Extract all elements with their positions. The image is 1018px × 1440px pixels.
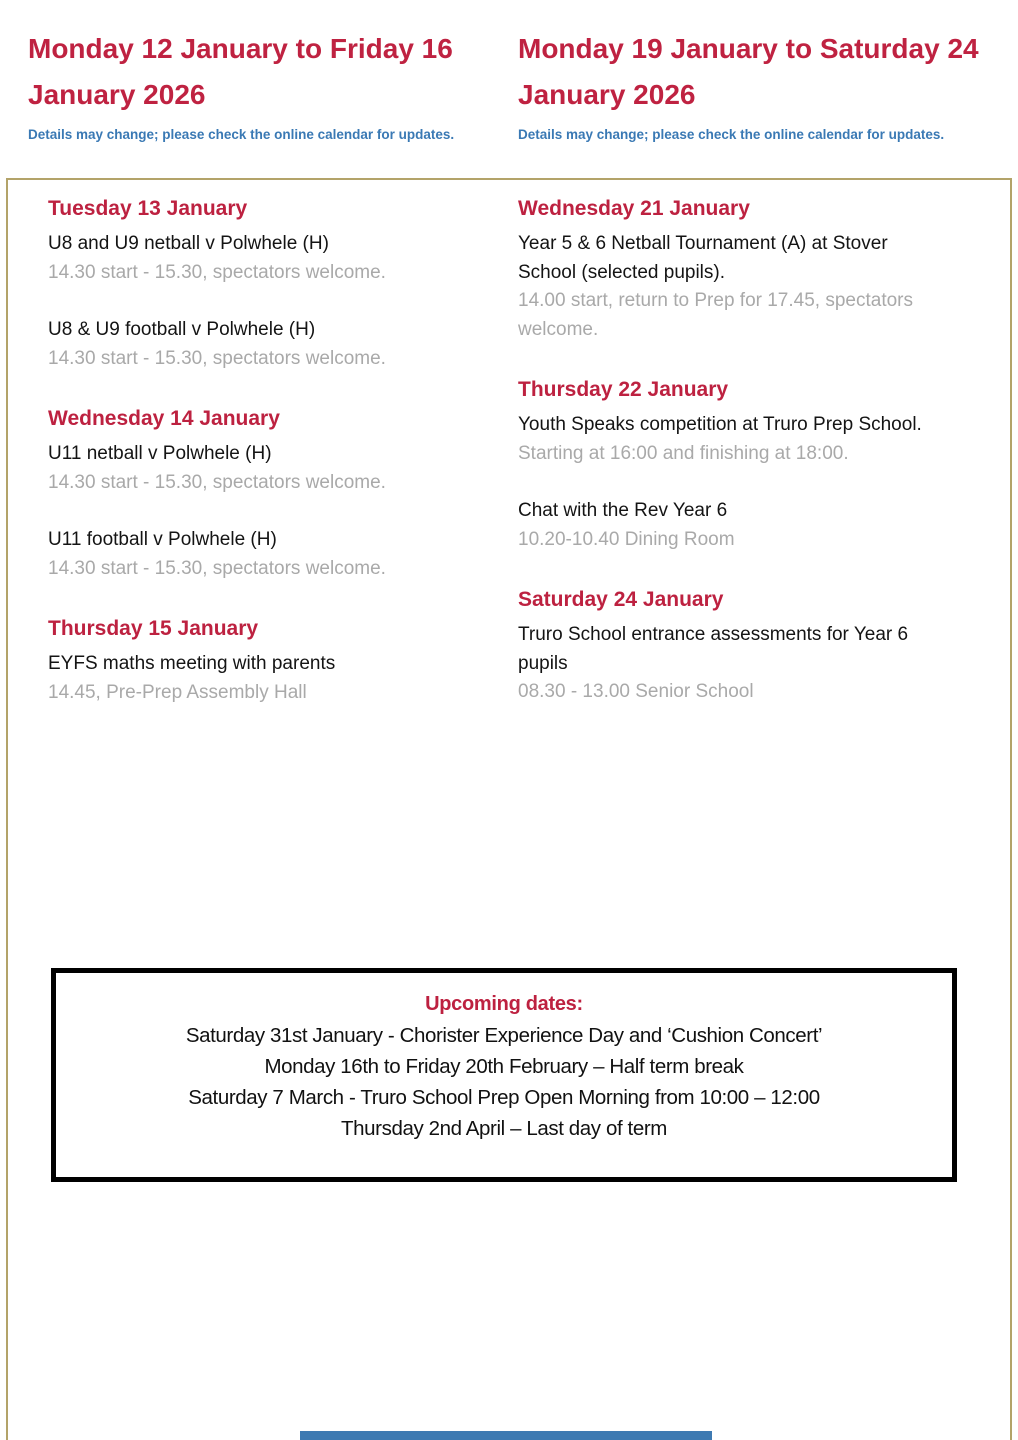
event-detail: 10.20-10.40 Dining Room [518,528,735,550]
upcoming-dates-box [51,968,957,1182]
week-title-left: Monday 12 January to Friday 16 January 2026 [28,33,453,110]
calendar-note-right: Details may change; please check the online calendar for updates. [518,127,945,142]
event-detail: Starting at 16:00 and finishing at 18:00. [518,442,849,464]
event-item [518,621,950,707]
event-detail: 14.30 start - 15.30, spectators welcome. [48,261,386,283]
day-group [518,194,950,344]
event-title: Youth Speaks competition at Truro Prep School. [518,414,922,435]
event-title: U11 netball v Polwhele (H) [48,443,272,464]
day-heading: Tuesday 13 January [48,197,248,220]
footer-bar [300,1431,712,1440]
day-group [48,614,518,707]
event-title: Chat with the Rev Year 6 [518,500,728,521]
week-headers [28,26,998,143]
upcoming-date-item: Saturday 7 March - Truro School Prep Open Morning from 10:00 – 12:00 [188,1086,820,1109]
event-detail: 14.30 start - 15.30, spectators welcome. [48,347,386,369]
event-title: U11 football v Polwhele (H) [48,529,277,550]
event-detail: 14.30 start - 15.30, spectators welcome. [48,471,386,493]
event-item [48,526,518,583]
event-title: Year 5 & 6 Netball Tournament (A) at Stover School (selected pupils). [518,233,888,283]
event-item [48,440,518,497]
event-item [518,411,950,468]
upcoming-date-item: Thursday 2nd April – Last day of term [341,1117,667,1140]
event-item [48,230,518,287]
event-title: EYFS maths meeting with parents [48,653,336,674]
calendar-note-left: Details may change; please check the online calendar for updates. [28,127,455,142]
event-item [48,650,518,707]
event-title: Truro School entrance assessments for Year 6 pupils [518,624,909,674]
event-detail: 14.30 start - 15.30, spectators welcome. [48,557,386,579]
day-group [518,375,950,554]
event-detail: 14.45, Pre-Prep Assembly Hall [48,681,307,703]
week-title-right: Monday 19 January to Saturday 24 January 2026 [518,33,979,110]
events-box [6,178,1012,1440]
event-detail: 14.00 start, return to Prep for 17.45, spectators welcome. [518,290,913,340]
event-item [518,497,950,554]
event-item [518,230,950,344]
day-heading: Saturday 24 January [518,588,724,611]
day-heading: Thursday 15 January [48,617,259,640]
upcoming-date-item: Monday 16th to Friday 20th February – Half term break [264,1055,744,1078]
upcoming-date-item: Saturday 31st January - Chorister Experience Day and ‘Cushion Concert’ [185,1024,823,1047]
event-detail: 08.30 - 13.00 Senior School [518,681,754,702]
event-title: U8 & U9 football v Polwhele (H) [48,319,316,340]
week-header-left [28,26,518,143]
day-group [518,585,950,707]
event-title: U8 and U9 netball v Polwhele (H) [48,233,329,254]
upcoming-dates-heading: Upcoming dates: [425,993,583,1015]
day-heading: Thursday 22 January [518,378,729,401]
event-item [48,316,518,373]
day-heading: Wednesday 14 January [48,407,280,430]
day-group [48,194,518,373]
week-header-right [518,26,998,143]
events-columns [8,180,1010,738]
day-heading: Wednesday 21 January [518,197,750,220]
events-column-left [48,194,518,738]
day-group [48,404,518,583]
events-column-right [518,194,970,738]
